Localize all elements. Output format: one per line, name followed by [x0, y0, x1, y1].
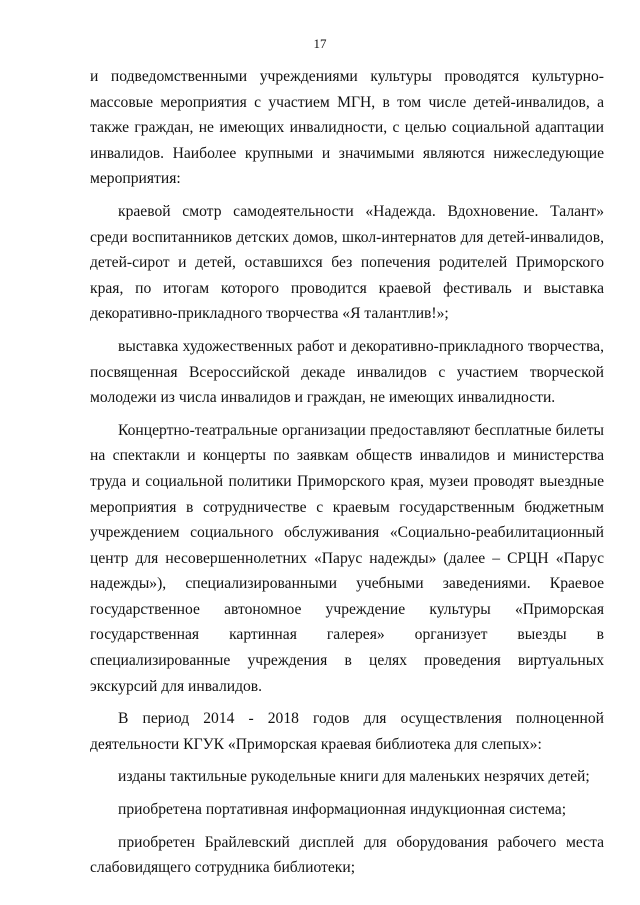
paragraph-review-event: краевой смотр самодеятельности «Надежда. Вдохновение. Талант» среди воспитанников детских домов, школ-интернатов для детей-инвалидов, детей-сирот и детей, оставшихся без попечения родителей Приморского края, по итогам которого проводится краевой фестиваль и выставка декоративно-прикладного творчества «Я талантлив!»;: [90, 202, 604, 323]
paragraph-exhibition-event: выставка художественных работ и декоративно-прикладного творчества, посвященная Всероссийской декаде инвалидов с участием творческой молодежи из числа инвалидов и граждан, не имеющих инвалидности.: [90, 337, 604, 407]
paragraph-braille-display: приобретен Брайлевский дисплей для оборудования рабочего места слабовидящего сотрудника библиотеки;: [90, 833, 604, 877]
paragraph-intro-continuation: и подведомственными учреждениями культуры проводятся культурно-массовые мероприятия с участием МГН, в том числе детей-инвалидов, а также граждан, не имеющих инвалидности, с целью социальной адаптации инвалидов. Наиболее крупными и значимыми являются нижеследующие мероприятия:: [90, 68, 604, 188]
paragraph-tactile-books: изданы тактильные рукодельные книги для маленьких незрячих детей;: [118, 768, 590, 786]
paragraph-concert-organizations: Концертно-театральные организации предоставляют бесплатные билеты на спектакли и концерты по заявкам обществ инвалидов и министерства труда и социальной политики Приморского края, музеи проводят выездные мероприятия в сотрудничестве с краевым государственным бюджетным учреждением социального обслуживания «Социально-реабилитационный центр для несовершеннолетних «Парус надежды» (далее – СРЦН «Парус надежды»), специализированными учебными заведениями. Краевое государственное автономное учреждение культуры «Приморская государственная картинная галерея» организует выезды в специализированные учреждения в целях проведения виртуальных экскурсий для инвалидов.: [90, 421, 604, 695]
paragraph-induction-system: приобретена портативная информационная индукционная система;: [118, 801, 567, 819]
paragraph-library-period: В период 2014 - 2018 годов для осуществления полноценной деятельности КГУК «Приморская краевая библиотека для слепых»:: [90, 710, 604, 753]
body-text: [90, 64, 604, 881]
page-number: 17: [313, 36, 327, 51]
